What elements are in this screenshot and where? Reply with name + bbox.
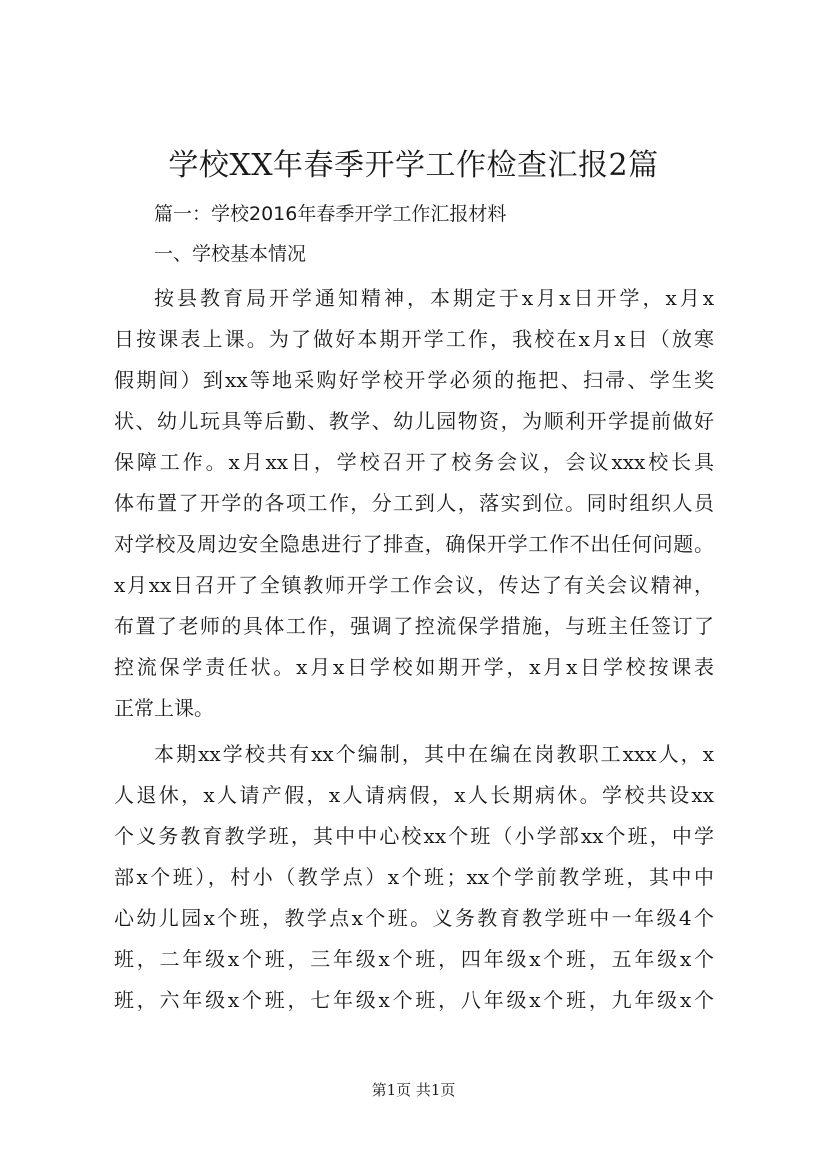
paragraph-2-line: 部x个班），村小（教学点）x个班；xx个学前教学班，其中中 [114,865,714,889]
paragraph-1-line: 日按课表上课。为了做好本期开学工作，我校在x月x日（放寒 [114,327,714,351]
paragraph-2-line: 人退休，x人请产假，x人请病假，x人长期病休。学校共设xx [114,783,714,807]
document-title: 学校XX年春季开学工作检查汇报2篇 [168,148,659,183]
paragraph-1-line: 正常上课。 [114,696,214,720]
paragraph-2-line: 心幼儿园x个班，教学点x个班。义务教育教学班中一年级4个 [114,906,714,930]
paragraph-1-line: 按县教育局开学通知精神，本期定于x月x日开学，x月x [154,286,714,310]
paragraph-1-line: 控流保学责任状。x月x日学校如期开学，x月x日学校按课表 [114,655,714,679]
paragraph-2-line: 班，六年级x个班，七年级x个班，八年级x个班，九年级x个 [114,988,714,1012]
paragraph-1-line: 假期间）到xx等地采购好学校开学必须的拖把、扫帚、学生奖 [114,368,714,392]
paragraph-1-line: 状、幼儿玩具等后勤、教学、幼儿园物资，为顺利开学提前做好 [114,409,714,433]
section-heading: 篇一：学校2016年春季开学工作汇报材料 [154,203,507,225]
paragraph-1-line: 布置了老师的具体工作，强调了控流保学措施，与班主任签订了 [114,614,714,638]
paragraph-2-line: 个义务教育教学班，其中中心校xx个班（小学部xx个班，中学 [114,824,714,848]
paragraph-1-line: 对学校及周边安全隐患进行了排查，确保开学工作不出任何问题。 [114,532,714,556]
paragraph-1-line: x月xx日召开了全镇教师开学工作会议，传达了有关会议精神， [114,573,714,597]
paragraph-1-line: 体布置了开学的各项工作，分工到人，落实到位。同时组织人员 [114,491,714,515]
page-footer: 第1页 共1页 [371,1081,456,1099]
subsection-heading: 一、学校基本情况 [154,243,307,265]
paragraph-2-line: 本期xx学校共有xx个编制，其中在编在岗教职工xxx人，x [154,742,714,766]
paragraph-2-line: 班，二年级x个班，三年级x个班，四年级x个班，五年级x个 [114,947,714,971]
paragraph-1-line: 保障工作。x月xx日，学校召开了校务会议，会议xxx校长具 [114,450,714,474]
